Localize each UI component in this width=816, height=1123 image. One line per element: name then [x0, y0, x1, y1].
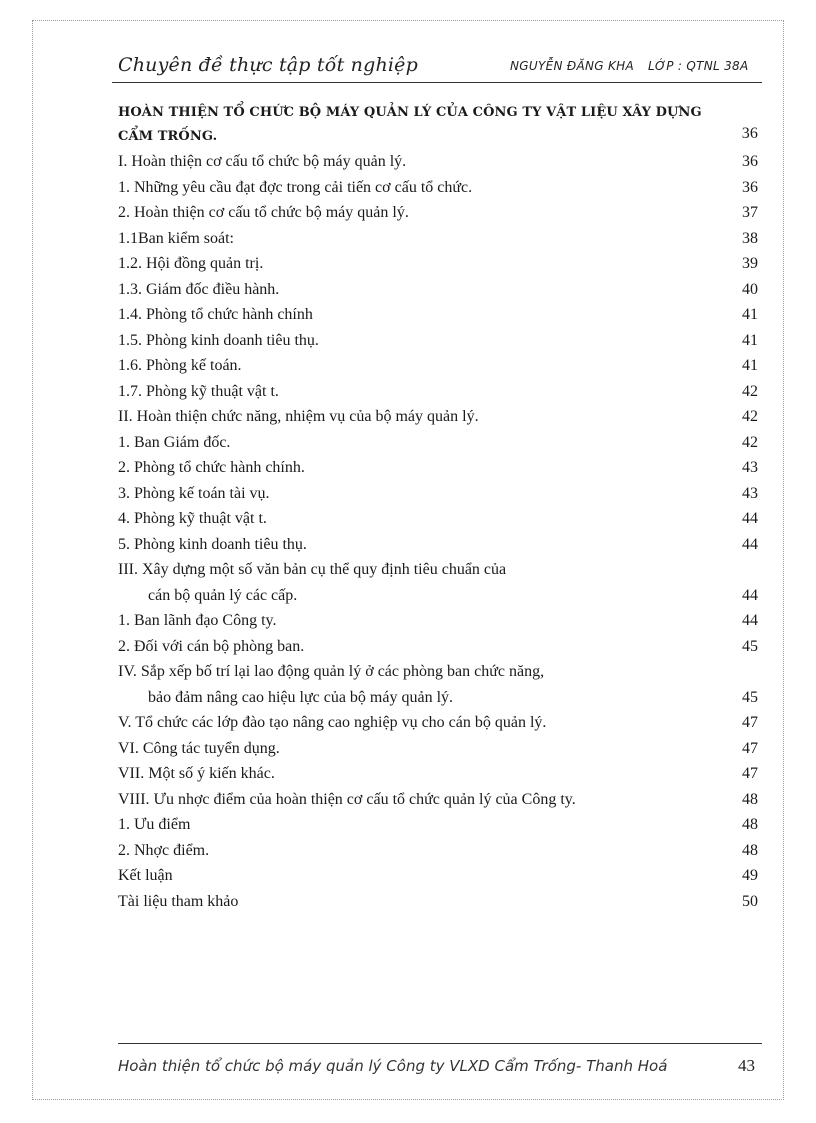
toc-entry-page: 50 [742, 892, 758, 910]
toc-entry-iv-line1: IV. Sắp xếp bố trí lại lao động quản lý ở các phòng ban chức năng, [118, 663, 545, 680]
toc-entry [118, 608, 758, 634]
toc-entry-page: 44 [742, 535, 758, 553]
header-author: NGUYỄN ĐĂNG KHA [510, 59, 634, 73]
toc-entry [118, 812, 758, 838]
toc-entry [118, 379, 758, 405]
toc-entry [118, 634, 758, 660]
toc-entry-text: 1. Ban lãnh đạo Công ty. [118, 612, 277, 629]
toc-section-c [118, 710, 758, 914]
toc-title-page: 36 [741, 125, 758, 142]
toc-entry [118, 787, 758, 813]
toc-entry [118, 838, 758, 864]
toc-entry-iii [118, 557, 758, 608]
toc-entry [118, 404, 758, 430]
toc-entry-page: 41 [742, 357, 758, 374]
toc-entry [118, 226, 758, 252]
toc-entry [118, 430, 758, 456]
toc-entry-text: 1.6. Phòng kế toán. [118, 357, 242, 374]
toc-entry-page: 47 [742, 714, 758, 731]
toc-entry-iii-line2: cán bộ quản lý các cấp. [148, 586, 298, 604]
toc-entry [118, 889, 758, 915]
toc-entry-iv [118, 659, 758, 710]
toc-entry-page: 44 [742, 510, 758, 527]
toc-entry-page: 42 [742, 433, 758, 451]
page-header [112, 50, 762, 83]
toc-entry-text: 1.5. Phòng kinh doanh tiêu thụ. [118, 331, 319, 349]
toc-entry [118, 736, 758, 762]
toc-entry-page: 40 [742, 280, 758, 298]
toc-entry-text: 2. Hoàn thiện cơ cấu tổ chức bộ máy quản lý. [118, 204, 409, 221]
toc-entry-text: 1.3. Giám đốc điều hành. [118, 280, 280, 298]
toc-entry-page: 42 [742, 382, 758, 400]
toc-entry-text: 1.2. Hội đồng quản trị. [118, 255, 264, 272]
footer-text: Hoàn thiện tổ chức bộ máy quản lý Công ty VLXD Cẩm Trống- Thanh Hoá [118, 1057, 668, 1075]
toc-entry-iv-line2: bảo đảm nâng cao hiệu lực của bộ máy quản lý. [148, 688, 454, 706]
toc-entry-text: 1. Ưu điểm [118, 816, 191, 833]
toc-entry [118, 863, 758, 889]
header-title: Chuyên đề thực tập tốt nghiệp [118, 54, 418, 76]
toc-entry [118, 149, 758, 175]
toc-entry [118, 175, 758, 201]
toc-entry [118, 328, 758, 354]
toc-entry-iv-page: 45 [742, 688, 758, 706]
footer-page-number: 43 [738, 1056, 755, 1075]
toc-entry-text: Tài liệu tham khảo [118, 892, 239, 910]
toc-entry-text: VI. Công tác tuyển dụng. [118, 739, 280, 757]
toc-entry-page: 45 [742, 637, 758, 655]
toc-entry [118, 251, 758, 277]
toc-entry [118, 455, 758, 481]
toc-entry-text: Kết luận [118, 867, 173, 884]
toc-entry [118, 302, 758, 328]
toc-entry-page: 47 [742, 765, 758, 782]
toc-section-b [118, 608, 758, 659]
toc-section-a [118, 149, 758, 557]
toc-entry-text: VIII. Ưu nhợc điểm của hoàn thiện cơ cấu tổ chức quản lý của Công ty. [118, 790, 576, 808]
toc-entry-page: 48 [742, 816, 758, 833]
toc-entry-page: 37 [742, 204, 758, 221]
toc-entry-text: 2. Đối với cán bộ phòng ban. [118, 637, 305, 655]
toc-entry [118, 200, 758, 226]
toc-entry-page: 36 [742, 153, 758, 170]
table-of-contents [118, 101, 758, 914]
toc-title [118, 101, 758, 149]
toc-entry [118, 532, 758, 558]
toc-entry [118, 710, 758, 736]
toc-entry-page: 39 [742, 255, 758, 272]
toc-entry-text: 5. Phòng kinh doanh tiêu thụ. [118, 535, 307, 553]
toc-entry-text: V. Tổ chức các lớp đào tạo nâng cao nghiệp vụ cho cán bộ quản lý. [118, 714, 547, 731]
toc-entry-iii-page: 44 [742, 586, 758, 604]
header-author-info [510, 59, 748, 73]
toc-entry-text: 1.7. Phòng kỹ thuật vật t. [118, 382, 279, 400]
toc-entry-page: 36 [742, 178, 758, 196]
toc-entry-text: 1. Ban Giám đốc. [118, 433, 231, 451]
toc-entry-page: 47 [742, 739, 758, 757]
toc-title-line2: CẨM TRỐNG. [118, 129, 218, 144]
toc-entry-page: 43 [742, 459, 758, 476]
toc-entry [118, 506, 758, 532]
toc-entry-text: 2. Nhợc điểm. [118, 841, 210, 859]
toc-entry-text: 2. Phòng tổ chức hành chính. [118, 459, 305, 476]
toc-entry-page: 41 [742, 306, 758, 323]
toc-entry-text: 1.4. Phòng tổ chức hành chính [118, 306, 313, 323]
toc-entry [118, 277, 758, 303]
toc-entry [118, 481, 758, 507]
toc-entry-text: 1. Những yêu cầu đạt đợc trong cải tiến cơ cấu tổ chức. [118, 178, 473, 196]
toc-entry-text: II. Hoàn thiện chức năng, nhiệm vụ của bộ máy quản lý. [118, 408, 479, 425]
toc-entry-page: 42 [742, 408, 758, 425]
toc-entry-page: 48 [742, 790, 758, 808]
toc-entry-text: 3. Phòng kế toán tài vụ. [118, 484, 270, 502]
toc-entry-page: 44 [742, 612, 758, 629]
toc-entry-page: 49 [742, 867, 758, 884]
footer-divider [118, 1043, 762, 1044]
toc-entry-page: 38 [742, 229, 758, 247]
toc-entry [118, 353, 758, 379]
toc-entry [118, 761, 758, 787]
toc-title-line1: HOÀN THIỆN TỔ CHỨC BỘ MÁY QUẢN LÝ CỦA CÔNG TY VẬT LIỆU XÂY DỰNG [118, 105, 702, 120]
header-class: LỚP : QTNL 38A [647, 59, 749, 73]
toc-entry-text: VII. Một số ý kiến khác. [118, 765, 275, 782]
toc-entry-text: 1.1Ban kiểm soát: [118, 229, 234, 247]
toc-entry-page: 43 [742, 484, 758, 502]
toc-entry-page: 41 [742, 331, 758, 349]
toc-entry-text: I. Hoàn thiện cơ cấu tổ chức bộ máy quản lý. [118, 153, 407, 170]
toc-entry-iii-line1: III. Xây dựng một số văn bản cụ thể quy định tiêu chuẩn của [118, 561, 507, 578]
toc-entry-text: 4. Phòng kỹ thuật vật t. [118, 510, 267, 527]
toc-entry-page: 48 [742, 841, 758, 859]
